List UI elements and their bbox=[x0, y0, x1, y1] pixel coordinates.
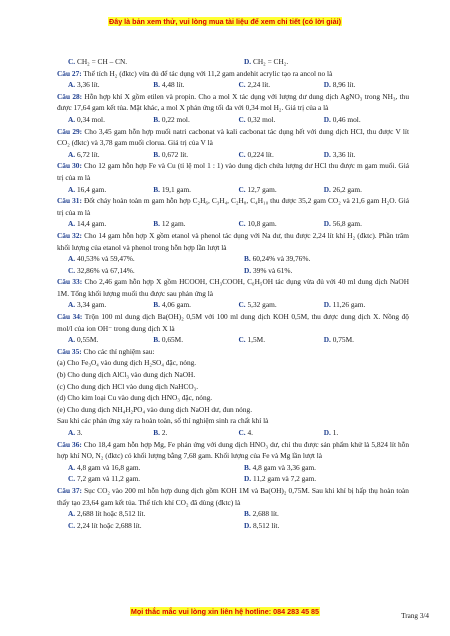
q30-options bbox=[57, 184, 409, 196]
question-36: Câu 36: Cho 18,4 gam hỗn hợp Mg, Fe phản ứng với dung dịch HNO₃ dư, chỉ thu được sản phẩm khử là 5,824 lít hỗn hợp khí NO, N₂ (đktc) có khối lượng bằng 7,68 gam. Khối lượng của Fe và Mg lần lượt là bbox=[57, 439, 409, 461]
option-c: C. 2,24 lít. bbox=[238, 80, 271, 90]
question-27: Câu 27: Thể tích H₂ (đktc) vừa đủ để tác dụng với 11,2 gam andehit acrylic tạo ra ancol no là bbox=[57, 68, 333, 78]
option-c: C. 10,8 gam. bbox=[238, 219, 277, 229]
preview-banner-text: Đây là bản xem thử, vui lòng mua tài liệu để xem chi tiết (có lời giải) bbox=[109, 17, 341, 26]
option-d: D. 0,75M. bbox=[323, 335, 354, 345]
question-35-prompt: Sau khi các phản ứng xảy ra hoàn toàn, số thí nghiệm sinh ra chất khí là bbox=[57, 416, 269, 426]
q32-options bbox=[57, 253, 409, 276]
q37-options bbox=[57, 508, 409, 531]
option-c: C. 0,224 lít. bbox=[238, 149, 274, 159]
q34-options bbox=[57, 334, 409, 346]
option-b: B. 4,06 gam. bbox=[153, 300, 191, 310]
option-a: A. 3,36 lít. bbox=[68, 80, 100, 90]
option-a: A. 0,34 mol. bbox=[68, 114, 105, 124]
option-c: C. 5,32 gam. bbox=[238, 300, 277, 310]
q26-options bbox=[57, 56, 409, 68]
option-a: A. 40,53% và 59,47%. bbox=[68, 254, 135, 264]
option-a: A. 16,4 gam. bbox=[68, 184, 107, 194]
option-b: B. 12 gam. bbox=[153, 219, 186, 229]
experiment-a: (a) Cho Fe₃O₄ vào dung dịch H₂SO₄ đặc, nóng. bbox=[57, 358, 197, 368]
q35-options bbox=[57, 427, 409, 439]
option-c: C. 2,24 lít hoặc 2,688 lít. bbox=[68, 520, 142, 530]
option-a: A. 3. bbox=[68, 428, 83, 437]
question-34: Câu 34: Trộn 100 ml dung dịch Ba(OH)₂ 0,5M với 100 ml dung dịch KOH 0,5M, thu được dung dịch X. Nồng độ mol/l của ion OH⁻ trong dung dịch X là bbox=[57, 312, 409, 333]
option-d: D. 0,46 mol. bbox=[323, 114, 361, 124]
option-b: B. 2,688 lít. bbox=[244, 509, 279, 519]
option-a: A. 0,55M. bbox=[68, 335, 99, 345]
option-b: B. 4,48 lít. bbox=[153, 80, 185, 90]
option-d: D. 1. bbox=[323, 428, 339, 437]
option-b: B. 0,22 mol. bbox=[153, 114, 190, 124]
experiment-e: (e) Cho dung dịch NH₄H₂PO₄ vào dung dịch NaOH dư, đun nóng. bbox=[57, 404, 253, 414]
question-28: Câu 28: Hỗn hợp khí X gồm etilen và propin. Cho a mol X tác dụng với lượng dư dung dịch AgNO₃ trong NH₃, thu được 17,64 gam kết tủa. Mặt khác, a mol X phản ứng tối đa với 0,34 mol H₂. Giá trị của a là bbox=[57, 91, 409, 113]
option-d: D. 26,2 gam. bbox=[323, 184, 362, 194]
preview-banner bbox=[0, 17, 450, 26]
option-b: B. 4,8 gam và 3,36 gam. bbox=[244, 462, 317, 472]
option-d: D. 11,2 gam và 7,2 gam. bbox=[244, 474, 317, 484]
option-d: D. 8,512 lít. bbox=[244, 520, 280, 530]
option-c: C. 0,32 mol. bbox=[238, 114, 276, 124]
q31-options bbox=[57, 218, 409, 230]
option-c: C. 1,5M. bbox=[238, 335, 266, 345]
option-a: A. 14,4 gam. bbox=[68, 219, 107, 229]
hotline-banner bbox=[0, 607, 450, 616]
question-list bbox=[57, 56, 409, 531]
option-d: D. 39% và 61%. bbox=[244, 265, 293, 275]
option-c: C. 7,2 gam và 11,2 gam. bbox=[68, 474, 141, 484]
q28-options bbox=[57, 114, 409, 126]
experiment-b: (b) Cho dung dịch AlCl₃ vào dung dịch NaOH. bbox=[57, 370, 196, 380]
option-c: C. 4. bbox=[238, 428, 253, 437]
option-d: D. 3,36 lít. bbox=[323, 149, 356, 159]
option-d: D. 56,8 gam. bbox=[323, 219, 362, 229]
option-c: C. 32,86% và 67,14%. bbox=[68, 265, 135, 275]
option-b: B. 19,1 gam. bbox=[153, 184, 191, 194]
page-number: Trang 3/4 bbox=[401, 612, 429, 620]
option-a: A. 3,34 gam. bbox=[68, 300, 107, 310]
option-c: C. 12,7 gam. bbox=[238, 184, 277, 194]
experiment-d: (d) Cho kim loại Cu vào dung dịch HNO₃ đặc, nóng. bbox=[57, 393, 213, 403]
experiment-c: (c) Cho dung dịch HCl vào dung dịch NaHCO₃. bbox=[57, 381, 199, 391]
question-35: Câu 35: Cho các thí nghiệm sau: bbox=[57, 346, 155, 356]
option-b: B. 2. bbox=[153, 428, 168, 437]
q29-options bbox=[57, 149, 409, 161]
option-b: B. 0,65M. bbox=[153, 335, 184, 345]
option-c: C. CH₂ = CH – CN. bbox=[68, 57, 128, 66]
q27-options bbox=[57, 79, 409, 91]
option-d: D. 8,96 lít. bbox=[323, 80, 356, 90]
question-32: Câu 32: Cho 14 gam hỗn hợp X gồm etanol và phenol tác dụng với Na dư, thu được 2,24 lít khí H₂ (đktc). Phần trăm khối lượng của etanol và phenol trong hỗn hợp lần lượt là bbox=[57, 230, 410, 252]
option-a: A. 6,72 lít. bbox=[68, 149, 100, 159]
question-29: Câu 29: Cho 3,45 gam hỗn hợp muối natri cacbonat và kali cacbonat tác dụng hết với dung dịch HCl, thu được V lít CO₂ (đktc) và 3,78 gam muối clorua. Giá trị của V là bbox=[57, 126, 410, 148]
question-30: Câu 30: Cho 12 gam hỗn hợp Fe và Cu (tỉ lệ mol 1 : 1) vào dung dịch chứa lượng dư HCl thu được m gam muối. Giá trị của m là bbox=[57, 161, 410, 182]
option-b: B. 60,24% và 39,76%. bbox=[244, 254, 311, 264]
hotline-banner-text: Mọi thắc mắc vui lòng xin liên hệ hotline: 084 283 45 85 bbox=[130, 607, 320, 616]
q33-options bbox=[57, 299, 409, 311]
option-d: D. CH₂ = CH₂. bbox=[244, 57, 289, 66]
option-a: A. 4,8 gam và 16,8 gam. bbox=[68, 462, 141, 472]
option-a: A. 2,688 lít hoặc 8,512 lít. bbox=[68, 509, 146, 519]
q36-options bbox=[57, 462, 409, 485]
question-37: Câu 37: Sục CO₂ vào 200 ml hỗn hợp dung dịch gồm KOH 1M và Ba(OH)₂ 0,75M. Sau khi khí bị hấp thụ hoàn toàn thấy tạo 23,64 gam kết tủa. Thể tích khí CO₂ đã dùng (đktc) là bbox=[57, 485, 409, 507]
question-31: Câu 31: Đốt cháy hoàn toàn m gam hỗn hợp C₂H₆, C₃H₄, C₂H₈, C₄H₁₀ thu được 35,2 gam CO₂ và 21,6 gam H₂O. Giá trị của m là bbox=[57, 196, 409, 217]
option-d: D. 11,26 gam. bbox=[323, 300, 366, 310]
question-33: Câu 33: Cho 2,46 gam hỗn hợp X gồm HCOOH, CH₃COOH, C₆H₅OH tác dụng vừa đủ với 40 ml dung dịch NaOH 1M. Tổng khối lượng muối thu được sau phản ứng là bbox=[57, 277, 410, 298]
option-b: B. 0,672 lít. bbox=[153, 149, 189, 159]
